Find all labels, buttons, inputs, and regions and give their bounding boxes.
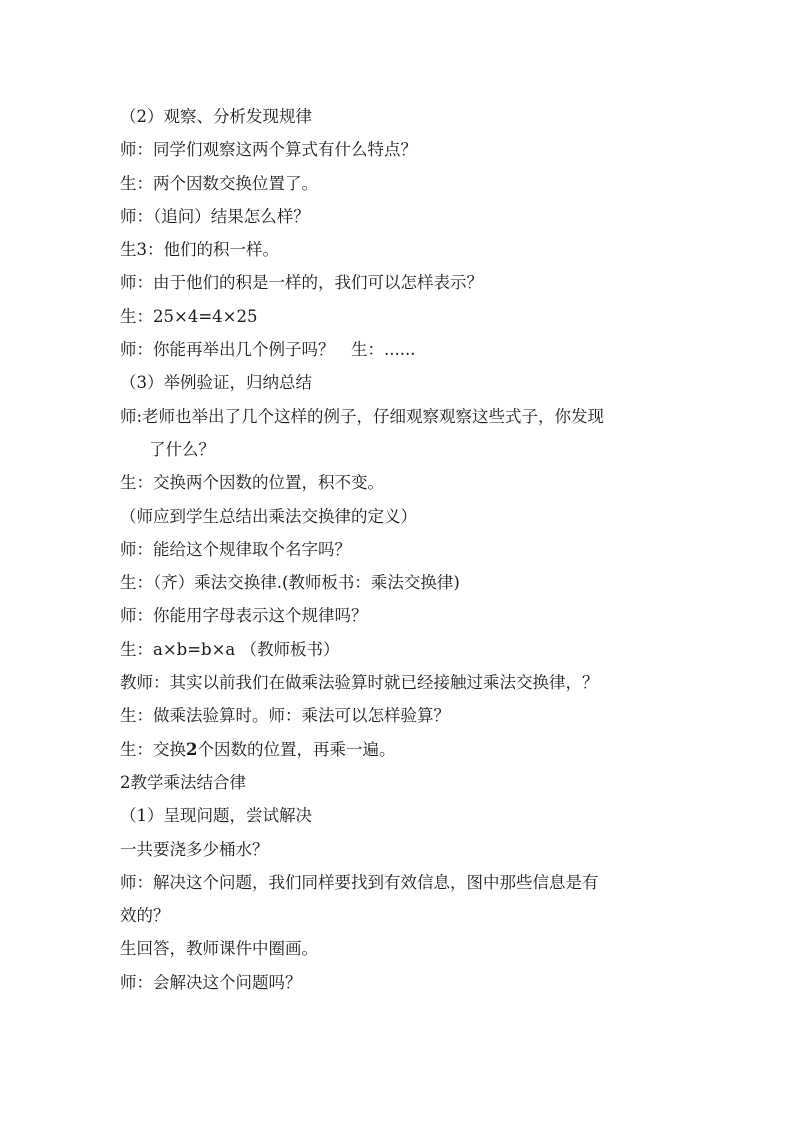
paragraph: 一共要浇多少桶水？	[120, 839, 269, 859]
paragraph: 生：25×4=4×25	[120, 306, 258, 326]
paragraph: 师：解决这个问题，我们同样要找到有效信息，图中那些信息是有	[120, 872, 599, 892]
paragraph: 生：交换两个因数的位置，积不变。	[120, 473, 384, 493]
paragraph-continuation: 了什么？	[149, 439, 215, 459]
text-run-bold: 2	[186, 739, 198, 759]
paragraph: 师：能给这个规律取个名字吗？	[120, 539, 351, 559]
section-heading-associative-law: 2教学乘法结合律	[120, 772, 246, 792]
paragraph: 师：会解决这个问题吗？	[120, 972, 302, 992]
paragraph	[120, 733, 680, 766]
paragraph-continuation: 效的？	[120, 906, 170, 926]
subheading-observe: （2）观察、分析发现规律	[120, 107, 312, 126]
paragraph: 师：由于他们的积是一样的，我们可以怎样表示？	[120, 273, 483, 293]
text-run: 生：交换	[120, 739, 186, 759]
paragraph: 生3：他们的积一样。	[120, 240, 279, 260]
paragraph: 教师：其实以前我们在做乘法验算时就已经接触过乘法交换律，？	[120, 673, 599, 693]
subheading-present-problem: （1）呈现问题，尝试解决	[120, 806, 312, 826]
document-body	[120, 100, 680, 999]
paragraph: 师：你能用字母表示这个规律吗？	[120, 606, 368, 626]
paragraph: 生：两个因数交换位置了。	[120, 173, 318, 193]
subheading-verify: （3）举例验证，归纳总结	[120, 373, 312, 393]
paragraph: （师应到学生总结出乘法交换律的定义）	[120, 506, 417, 526]
paragraph: 师：同学们观察这两个算式有什么特点？	[120, 140, 417, 160]
text-run: 个因数的位置，再乘一遍。	[197, 739, 396, 759]
paragraph: 生：（齐）乘法交换律.(教师板书：乘法交换律)	[120, 573, 460, 593]
paragraph: 师：（追问）结果怎么样？	[120, 206, 310, 226]
paragraph: 师:老师也举出了几个这样的例子，仔细观察观察这些式子，你发现	[120, 406, 605, 426]
paragraph: 师：你能再举出几个例子吗？ 生：......	[120, 340, 416, 360]
paragraph: 生：a×b=b×a （教师板书）	[120, 639, 340, 659]
paragraph: 生：做乘法验算时。师：乘法可以怎样验算？	[120, 706, 450, 726]
paragraph: 生回答，教师课件中圈画。	[120, 939, 318, 959]
